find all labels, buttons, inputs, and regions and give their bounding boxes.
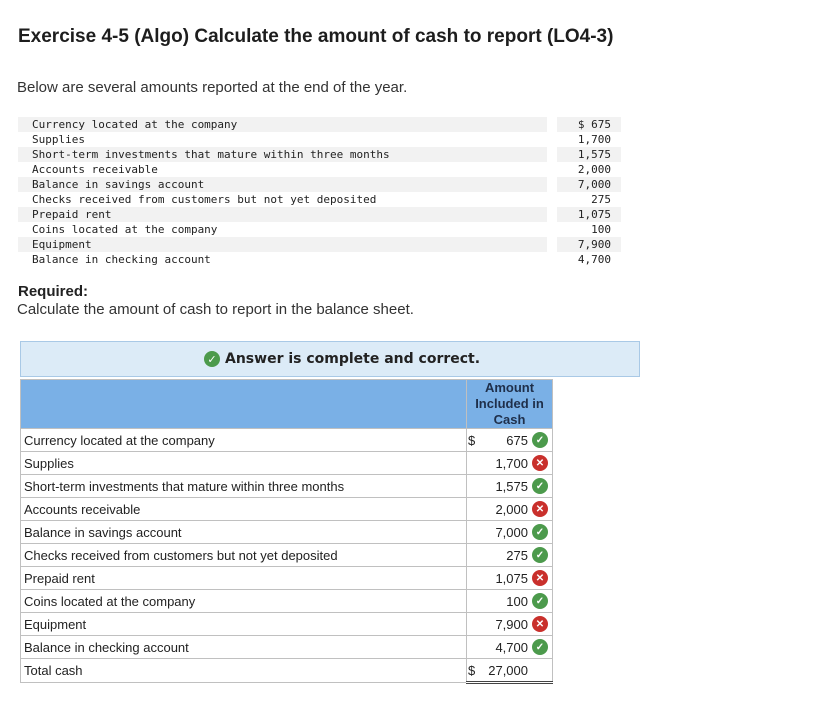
required-heading: Required: [18,283,89,300]
required-text: Calculate the amount of cash to report in the balance sheet. [17,301,414,318]
given-amount: 1,575 [557,147,621,162]
given-gap [547,192,557,207]
answer-row [21,475,553,498]
answer-label: Short-term investments that mature within three months [21,475,467,498]
given-gap [547,207,557,222]
answer-input-cell[interactable] [467,613,553,636]
given-gap [547,252,557,267]
given-row [18,147,621,162]
answer-label: Currency located at the company [21,429,467,452]
currency-symbol: $ [468,663,476,678]
answer-header-blank [21,380,467,429]
answer-label: Coins located at the company [21,590,467,613]
answer-input-cell[interactable] [467,636,553,659]
given-amount: 275 [591,193,611,206]
check-circle-icon: ✓ [532,432,548,448]
given-label: Equipment [18,237,547,252]
given-row [18,162,621,177]
answer-row [21,613,553,636]
given-gap [547,162,557,177]
given-row [18,177,621,192]
check-circle-icon: ✓ [532,478,548,494]
given-amount: 1,075 [557,207,621,222]
given-label: Balance in checking account [32,253,211,266]
given-row [18,207,621,222]
answer-row [21,429,553,452]
answer-value: 7,000 [495,525,528,540]
answer-value: 100 [506,594,528,609]
given-label: Prepaid rent [18,207,547,222]
x-circle-icon: ✕ [532,501,548,517]
given-gap [547,132,557,147]
given-row [18,192,621,207]
answer-label: Prepaid rent [21,567,467,590]
total-value-cell [467,659,553,683]
given-amount: 7,000 [557,177,621,192]
check-circle-icon: ✓ [204,351,220,367]
answer-input-cell[interactable] [467,498,553,521]
given-amount: 100 [591,223,611,236]
given-row [18,222,621,237]
given-row [18,132,621,147]
check-circle-icon: ✓ [532,524,548,540]
answer-row [21,452,553,475]
answer-input-cell[interactable] [467,567,553,590]
given-gap [547,117,557,132]
banner-text: Answer is complete and correct. [225,351,481,367]
given-label: Currency located at the company [18,117,547,132]
given-gap [547,237,557,252]
given-amount: 7,900 [557,237,621,252]
total-label: Total cash [21,659,467,683]
answer-input-cell[interactable] [467,521,553,544]
currency-symbol: $ [468,433,476,448]
answer-row [21,590,553,613]
answer-input-cell[interactable] [467,429,553,452]
answer-input-cell[interactable] [467,475,553,498]
answer-status-banner [20,341,640,377]
answer-row [21,636,553,659]
answer-input-cell[interactable] [467,590,553,613]
answer-label: Balance in savings account [21,521,467,544]
answer-value: 1,575 [495,479,528,494]
given-label: Supplies [32,133,85,146]
given-label: Coins located at the company [32,223,218,236]
given-label: Short-term investments that mature within three months [18,147,547,162]
given-gap [547,222,557,237]
answer-value: 2,000 [495,502,528,517]
x-circle-icon: ✕ [532,616,548,632]
x-circle-icon: ✕ [532,570,548,586]
total-row [21,659,553,683]
given-amounts-table [18,117,621,267]
answer-value: 275 [506,548,528,563]
answer-value: 4,700 [495,640,528,655]
answer-value: 1,700 [495,456,528,471]
x-circle-icon: ✕ [532,455,548,471]
answer-input-cell[interactable] [467,544,553,567]
check-circle-icon: ✓ [532,547,548,563]
answer-value: 675 [506,433,528,448]
given-amount: 1,700 [577,133,611,146]
answer-label: Balance in checking account [21,636,467,659]
answer-label: Supplies [21,452,467,475]
given-amount: 4,700 [577,253,611,266]
intro-text: Below are several amounts reported at the end of the year. [17,79,408,96]
page-title: Exercise 4-5 (Algo) Calculate the amount of cash to report (LO4-3) [18,26,614,47]
answer-label: Checks received from customers but not yet deposited [21,544,467,567]
check-circle-icon: ✓ [532,593,548,609]
given-row [18,237,621,252]
answer-table [20,379,553,684]
given-amount: $ 675 [557,117,621,132]
given-row [18,252,621,267]
answer-label: Equipment [21,613,467,636]
answer-value: 7,900 [495,617,528,632]
answer-row [21,521,553,544]
answer-row [21,567,553,590]
given-row [18,117,621,132]
given-amount: 2,000 [577,163,611,176]
check-circle-icon: ✓ [532,639,548,655]
answer-row [21,544,553,567]
given-label: Balance in savings account [18,177,547,192]
given-label: Checks received from customers but not yet deposited [32,193,377,206]
total-value: 27,000 [488,663,528,678]
given-gap [547,147,557,162]
answer-input-cell[interactable] [467,452,553,475]
answer-row [21,498,553,521]
given-label: Accounts receivable [32,163,158,176]
answer-value: 1,075 [495,571,528,586]
given-gap [547,177,557,192]
answer-label: Accounts receivable [21,498,467,521]
amount-column-header: Amount Included in Cash [467,380,553,429]
